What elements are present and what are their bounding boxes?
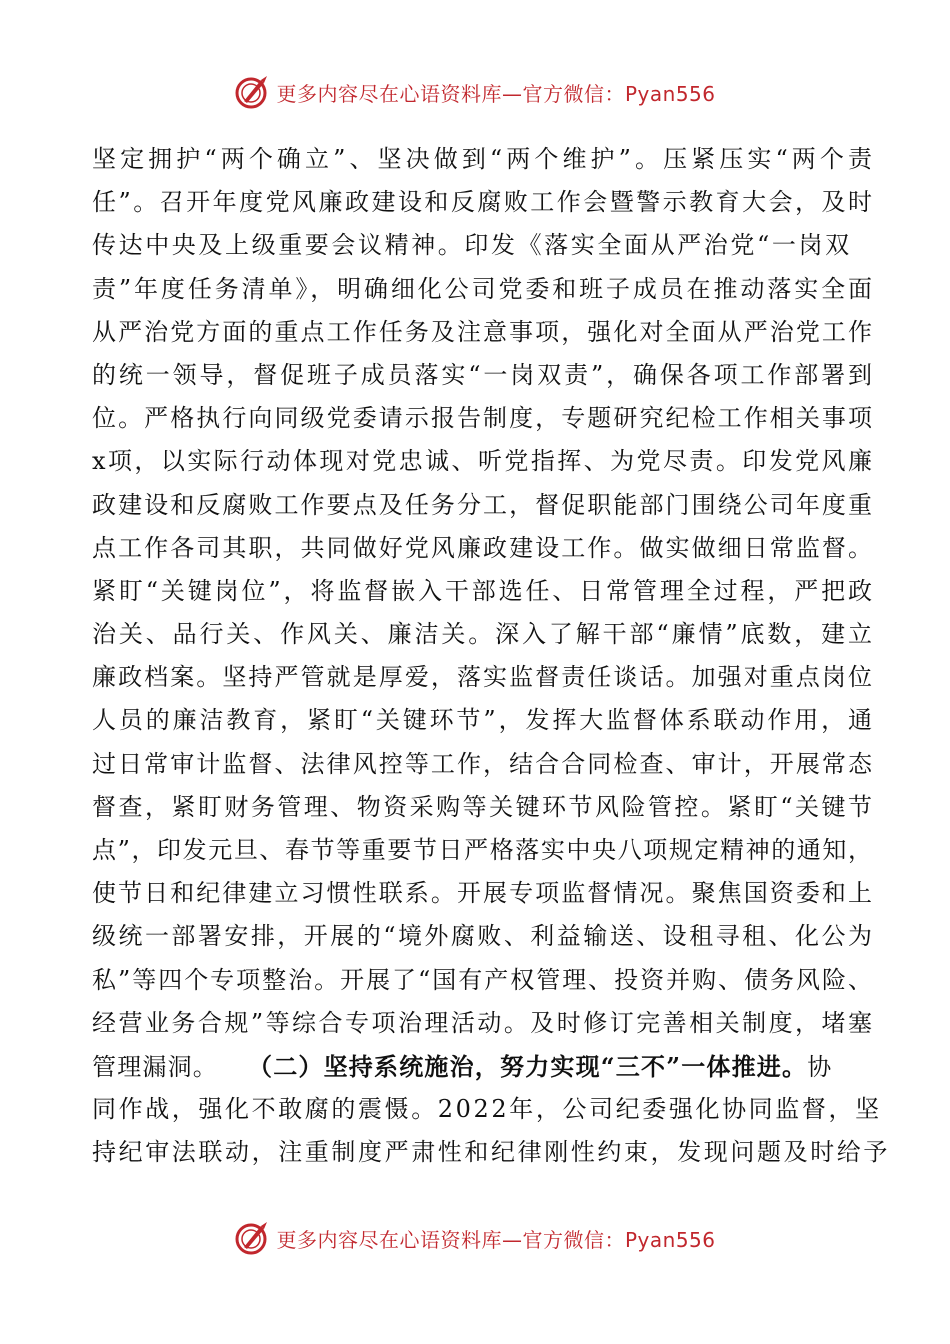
body-line: 点”，印发元旦、春节等重要节日严格落实中央八项规定精神的通知， <box>92 836 872 864</box>
body-line: 治关、品行关、作风关、廉洁关。深入了解干部“廉情”底数，建立 <box>92 620 872 649</box>
body-line: 同作战，强化不敢腐的震慑。2022年，公司纪委强化协同监督，坚 <box>92 1095 882 1124</box>
section-heading: （二）坚持系统施治，努力实现“三不”一体推进。 <box>248 1051 808 1081</box>
quill-seal-logo-icon <box>234 74 270 110</box>
body-line: 使节日和纪律建立习惯性联系。开展专项监督情况。聚焦国资委和上 <box>92 879 872 908</box>
footer-watermark <box>0 1218 950 1258</box>
body-line: 经营业务合规”等综合专项治理活动。及时修订完善相关制度，堵塞 <box>92 1008 872 1037</box>
watermark-text: 更多内容尽在心语资料库—官方微信：Pyan556 <box>276 81 716 106</box>
body-line: 坚定拥护“两个确立”、坚决做到“两个维护”。压紧压实“两个责 <box>92 145 872 173</box>
header-watermark <box>0 72 950 112</box>
body-line: 紧盯“关键岗位”，将监督嵌入干部选任、日常管理全过程，严把政 <box>92 576 872 605</box>
body-line: 过日常审计监督、法律风控等工作，结合合同检查、审计，开展常态 <box>92 749 872 778</box>
body-text: 协 <box>807 1052 833 1081</box>
quill-seal-logo-icon <box>234 1220 270 1256</box>
body-line: 级统一部署安排，开展的“境外腐败、利益输送、设租寻租、化公为 <box>92 922 872 951</box>
body-line-with-heading <box>92 1045 872 1088</box>
body-line: 任”。召开年度党风廉政建设和反腐败工作会暨警示教育大会，及时 <box>92 188 872 217</box>
body-line: 私”等四个专项整治。开展了“国有产权管理、投资并购、债务风险、 <box>92 965 872 994</box>
body-line: 督查，紧盯财务管理、物资采购等关键环节风险管控。紧盯“关键节 <box>92 792 872 821</box>
body-text: 管理漏洞。 <box>92 1052 218 1081</box>
body-line: 传达中央及上级重要会议精神。印发《落实全面从严治党“一岗双 <box>92 231 852 260</box>
body-line: 责”年度任务清单》，明确细化公司党委和班子成员在推动落实全面 <box>92 274 872 303</box>
body-line: 廉政档案。坚持严管就是厚爱，落实监督责任谈话。加强对重点岗位 <box>92 663 872 692</box>
body-line: 位。严格执行向同级党委请示报告制度，专题研究纪检工作相关事项 <box>92 404 872 433</box>
body-line: 政建设和反腐败工作要点及任务分工，督促职能部门围绕公司年度重 <box>92 490 872 519</box>
body-line: 从严治党方面的重点工作任务及注意事项，强化对全面从严治党工作 <box>92 317 872 346</box>
body-line: x项，以实际行动体现对党忠诚、听党指挥、为党尽责。印发党风廉 <box>92 447 872 476</box>
body-line: 人员的廉洁教育，紧盯“关键环节”，发挥大监督体系联动作用，通 <box>92 706 872 735</box>
body-line: 点工作各司其职，共同做好党风廉政建设工作。做实做细日常监督。 <box>92 533 872 562</box>
watermark-text: 更多内容尽在心语资料库—官方微信：Pyan556 <box>276 1227 716 1252</box>
body-line: 的统一领导，督促班子成员落实“一岗双责”，确保各项工作部署到 <box>92 360 872 389</box>
document-body <box>92 138 890 1175</box>
body-line: 持纪审法联动，注重制度严肃性和纪律刚性约束，发现问题及时给予 <box>92 1138 890 1167</box>
